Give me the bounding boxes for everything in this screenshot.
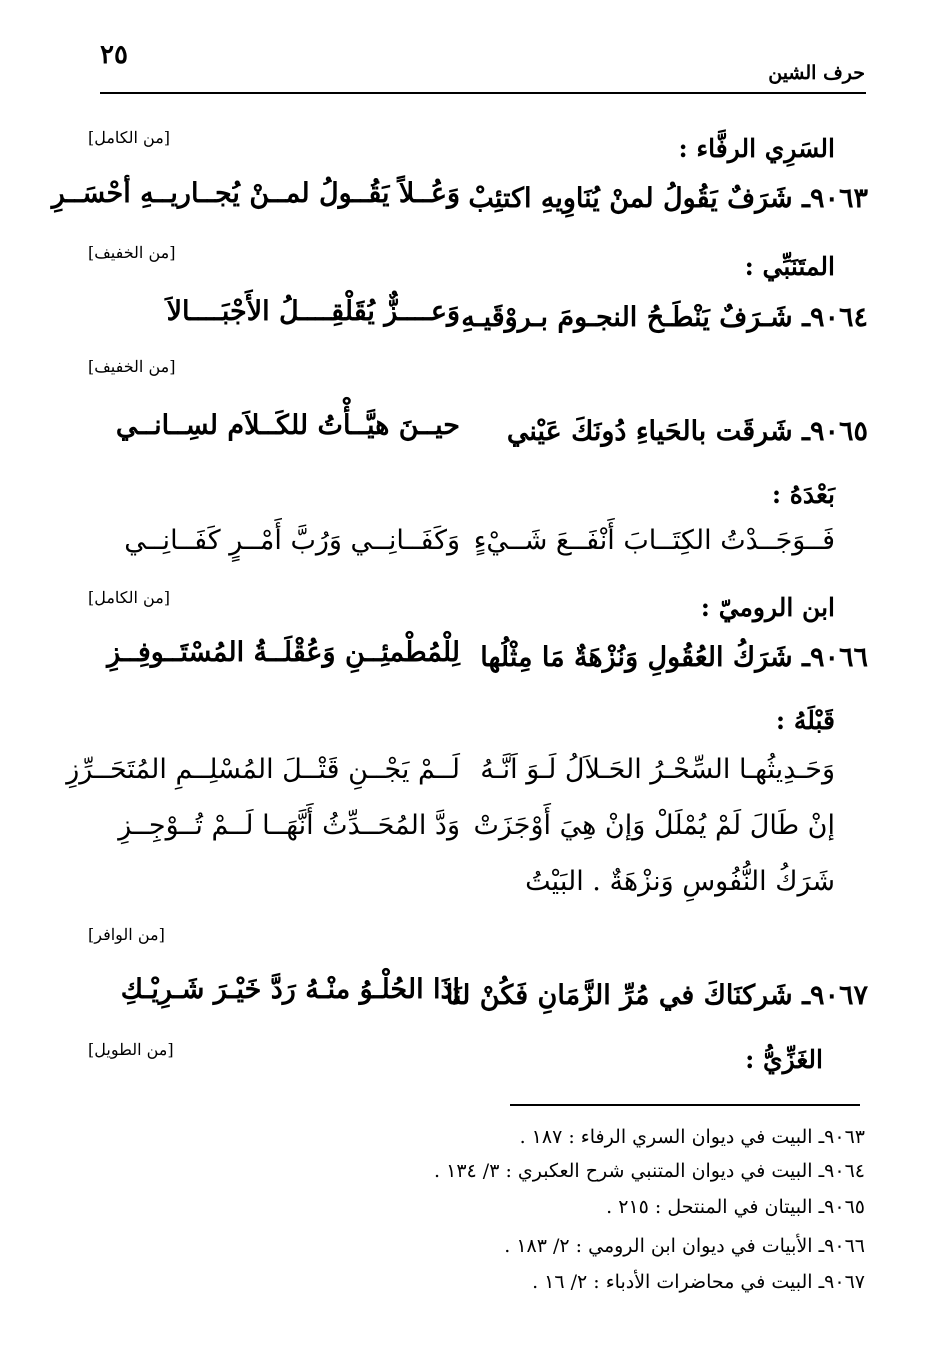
meter-label: [من الوافر] (88, 925, 165, 944)
verse-hemistich-left: وَكَفَــانِــي وَرُبَّ أَمْــرٍ كَفَــانِــي (124, 525, 460, 556)
footnote: ٩٠٦٤ـ البيت في ديوان المتنبي شرح العكبري : ٣/ ١٣٤ . (434, 1160, 865, 1182)
header-rule (100, 92, 866, 94)
footnote: ٩٠٦٧ـ البيت في محاضرات الأدباء : ٢/ ١٦ . (532, 1271, 865, 1293)
verse-hemistich-left: وَعُــلاً يَقُــولُ لمــنْ يُجــاريــهِ أحْسَــرِ (51, 178, 460, 209)
meter-label: [من الطويل] (88, 1040, 174, 1059)
poet-name: ابن الروميّ : (700, 593, 835, 622)
verse-hemistich-left: وَدَّ المُحَــدِّثُ أَنَّهَــا لَــمْ تُــوْجِــزِ (118, 810, 460, 841)
verse-hemistich-right: فَــوَجَــدْتُ الكِتَــابَ أَنْفَــعَ شَــيْءٍ (473, 525, 835, 556)
footnote-rule (510, 1104, 860, 1106)
poet-name: الغَزِّيُّ : (745, 1045, 823, 1074)
verse-hemistich-right: إنْ طَالَ لَمْ يُمْلَلْ وَإنْ هِيَ أَوْجَزَتْ (473, 810, 835, 841)
verse-line: شَرَكُ النُّفُوسِ وَنزْهَةٌ . البَيْتُ (525, 866, 835, 897)
verse-hemistich-right: وَحَـدِيثُهـا السِّحْـرُ الحَـلاَلُ لَـوَ اَنَّـهُ (480, 754, 835, 785)
verse-hemistich-left: إذَا الحُلْـوُ منْـهُ رَدَّ خَيْـرَ شَـرِيْـكِ (120, 974, 460, 1005)
chapter-title: حرف الشين (768, 62, 865, 84)
verse-hemistich-right: ٩٠٦٣ـ شَرَفٌ يَقُولُ لمنْ يُنَاوِيهِ اكتئِبْ (468, 183, 868, 214)
verse-hemistich-left: لِلْمُطْمئِــنِ وَعُقْلَــةُ المُسْتَــوفِــزِ (107, 637, 460, 668)
meter-label: [من الخفيف] (88, 357, 176, 376)
verse-hemistich-left: وَعــــزٌّ يُقَلْقِــــلُ الأَجْبَــــالاَ (166, 296, 460, 327)
page-number: ٢٥ (100, 40, 128, 70)
footnote: ٩٠٦٦ـ الأبيات في ديوان ابن الرومي : ٢/ ١٨٣ . (504, 1235, 865, 1257)
section-label: بَعْدَهُ : (771, 480, 835, 509)
verse-hemistich-right: ٩٠٦٦ـ شَرَكُ العُقُولِ وَنُزْهَةٌ مَا مِثْلُها (480, 642, 868, 673)
verse-hemistich-left: لَــمْ يَجْــنِ قَتْــلَ المُسْلِــمِ المُتَحَــرِّزِ (66, 754, 460, 785)
verse-hemistich-right: ٩٠٦٥ـ شَرقَت بالحَياءِ دُونَكَ عَيْني (506, 416, 868, 447)
verse-hemistich-right: ٩٠٦٤ـ شَـرَفٌ يَنْطَـحُ النجـومَ بـروْقَيـهِ (461, 302, 868, 333)
section-label: قَبْلَهُ : (775, 706, 835, 735)
meter-label: [من الكامل] (88, 128, 171, 147)
verse-hemistich-right: ٩٠٦٧ـ شَركنَاكَ في مُرِّ الزَّمَانِ فَكُنْ لنَا (445, 980, 868, 1011)
meter-label: [من الخفيف] (88, 243, 176, 262)
poet-name: المتَنَبِّي : (744, 252, 835, 281)
footnote: ٩٠٦٣ـ البيت في ديوان السري الرفاء : ١٨٧ . (519, 1126, 865, 1148)
meter-label: [من الكامل] (88, 588, 171, 607)
poet-name: السَرِي الرفَّاء : (678, 134, 835, 163)
footnote: ٩٠٦٥ـ البيتان في المنتحل : ٢١٥ . (606, 1196, 865, 1218)
verse-hemistich-left: حيــنَ هيَّــأْتُ للكَــلاَم لسِــانــي (115, 410, 460, 441)
